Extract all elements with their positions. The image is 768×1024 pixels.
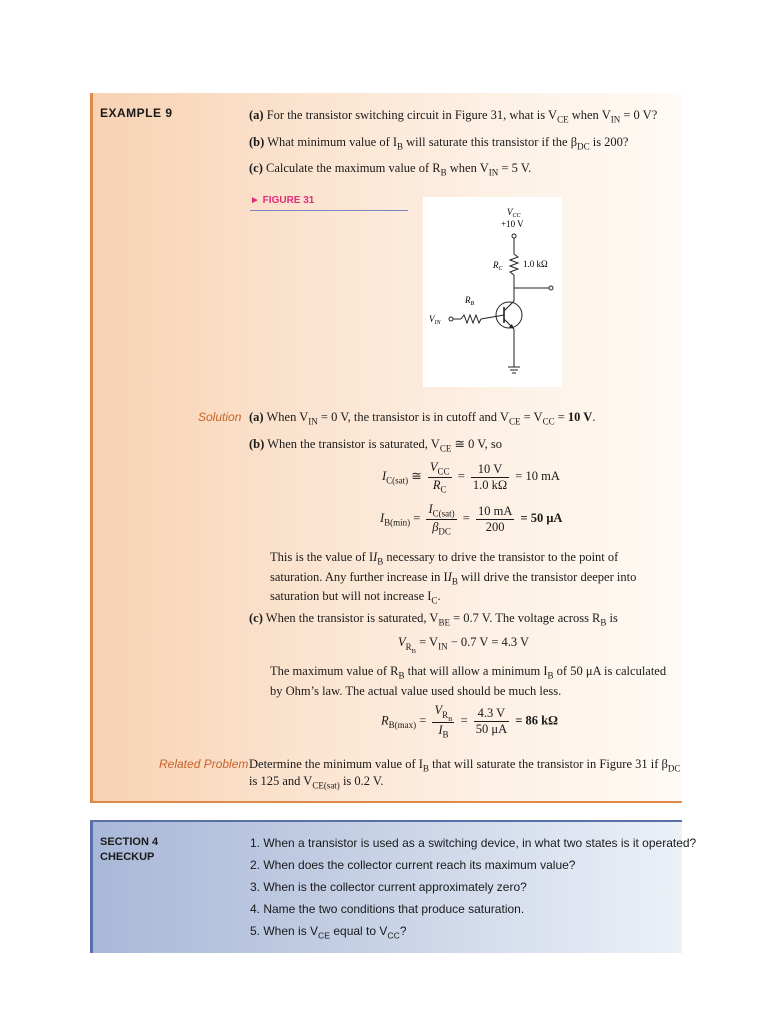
checkup-item: 2. When does the collector current reach its maximum value?: [250, 858, 576, 872]
rb-label: $R_B$: [465, 295, 475, 307]
vin-terminal: [449, 317, 453, 321]
transistor-circuit-svg: [423, 197, 562, 387]
related-problem-line2: is 125 and $V_{CE(sat)}$ is 0.2 V.: [249, 774, 384, 791]
vcc-label: $V_{CC}$: [507, 207, 521, 219]
solution-a: (a) When $V_{IN} = 0$ V, the transistor is in cutoff and $V_{CE} = V_{CC} = 10$ V.: [249, 410, 596, 427]
rb-resistor: [461, 315, 481, 323]
equation-ic-sat: $I_{C(sat)}$ ≅ $\frac{V_{CC}}{R_C}$ = $\frac{10 V}{1.0 k\Omega}$ = 10 mA: [382, 460, 560, 494]
equation-rb-max: $R_{B(max)}$ = $\frac{V_{R_B}}{I_B}$ = $\frac{4.3 V}{50 \mu A}$ = 86 kΩ: [381, 703, 559, 740]
solution-b: (b) When the transistor is saturated, $V_{CE}$ ≅ 0 V, so: [249, 437, 503, 454]
rc-label: $R_C$: [493, 260, 503, 272]
vcc-terminal: [512, 234, 516, 238]
solution-b-paragraph: This is the value of $II_B$ necessary to drive the transistor to the point of saturation. Any further increase in $II_B$ will drive the transistor deeper into saturation but will not increase $I_C$.: [270, 550, 637, 606]
checkup-label: SECTION 4 CHECKUP: [100, 836, 159, 863]
question-c: (c) Calculate the maximum value of $R_B$ when $V_{IN} = 5$ V.: [249, 161, 532, 178]
checkup-item-5: 5. When is $V_{CE}$ equal to $V_{CC}$?: [250, 924, 407, 941]
equation-ib-min: $I_{B(min)}$ = $\frac{I_{C(sat)}}{\beta_{DC}}$ = $\frac{10 mA}{200}$ = 50 μA: [380, 502, 563, 536]
solution-label: Solution: [198, 410, 242, 424]
rc-value: 1.0 kΩ: [523, 259, 548, 269]
vcc-value: +10 V: [501, 219, 524, 229]
checkup-item: 1. When a transistor is used as a switching device, in what two states is it operated?: [250, 836, 697, 850]
example-label: EXAMPLE 9: [100, 106, 173, 120]
vin-label: $V_{IN}$: [429, 314, 441, 326]
figure-label: ► FIGURE 31: [250, 195, 315, 206]
related-problem-label: Related Problem: [159, 757, 249, 771]
equation-vrb: $V_{R_B} = V_{IN} - 0.7$ V = 4.3 V: [398, 635, 530, 655]
question-b: (b) What minimum value of $I_B$ will saturate this transistor if the $\beta_{DC}$ is 200?: [249, 135, 629, 152]
circuit-diagram: [423, 197, 562, 387]
related-problem-line1: Determine the minimum value of $I_B$ that will saturate the transistor in Figure 31 if $\beta_{DC}$: [249, 757, 681, 774]
checkup-item: 3. When is the collector current approximately zero?: [250, 880, 527, 894]
checkup-item: 4. Name the two conditions that produce saturation.: [250, 902, 525, 916]
output-terminal: [549, 286, 553, 290]
solution-c: (c) When the transistor is saturated, $V_{BE} = 0.7$ V. The voltage across $R_B$ is: [249, 611, 618, 628]
solution-c-paragraph: The maximum value of $R_B$ that will allow a minimum $I_B$ of 50 μA is calculated by Ohm’s law. The actual value used should be much less.: [270, 664, 667, 698]
figure-divider: [250, 210, 408, 211]
rc-resistor: [510, 254, 518, 275]
question-a: (a) For the transistor switching circuit in Figure 31, what is $V_{CE}$ when $V_{IN} = 0$ V?: [249, 108, 658, 125]
